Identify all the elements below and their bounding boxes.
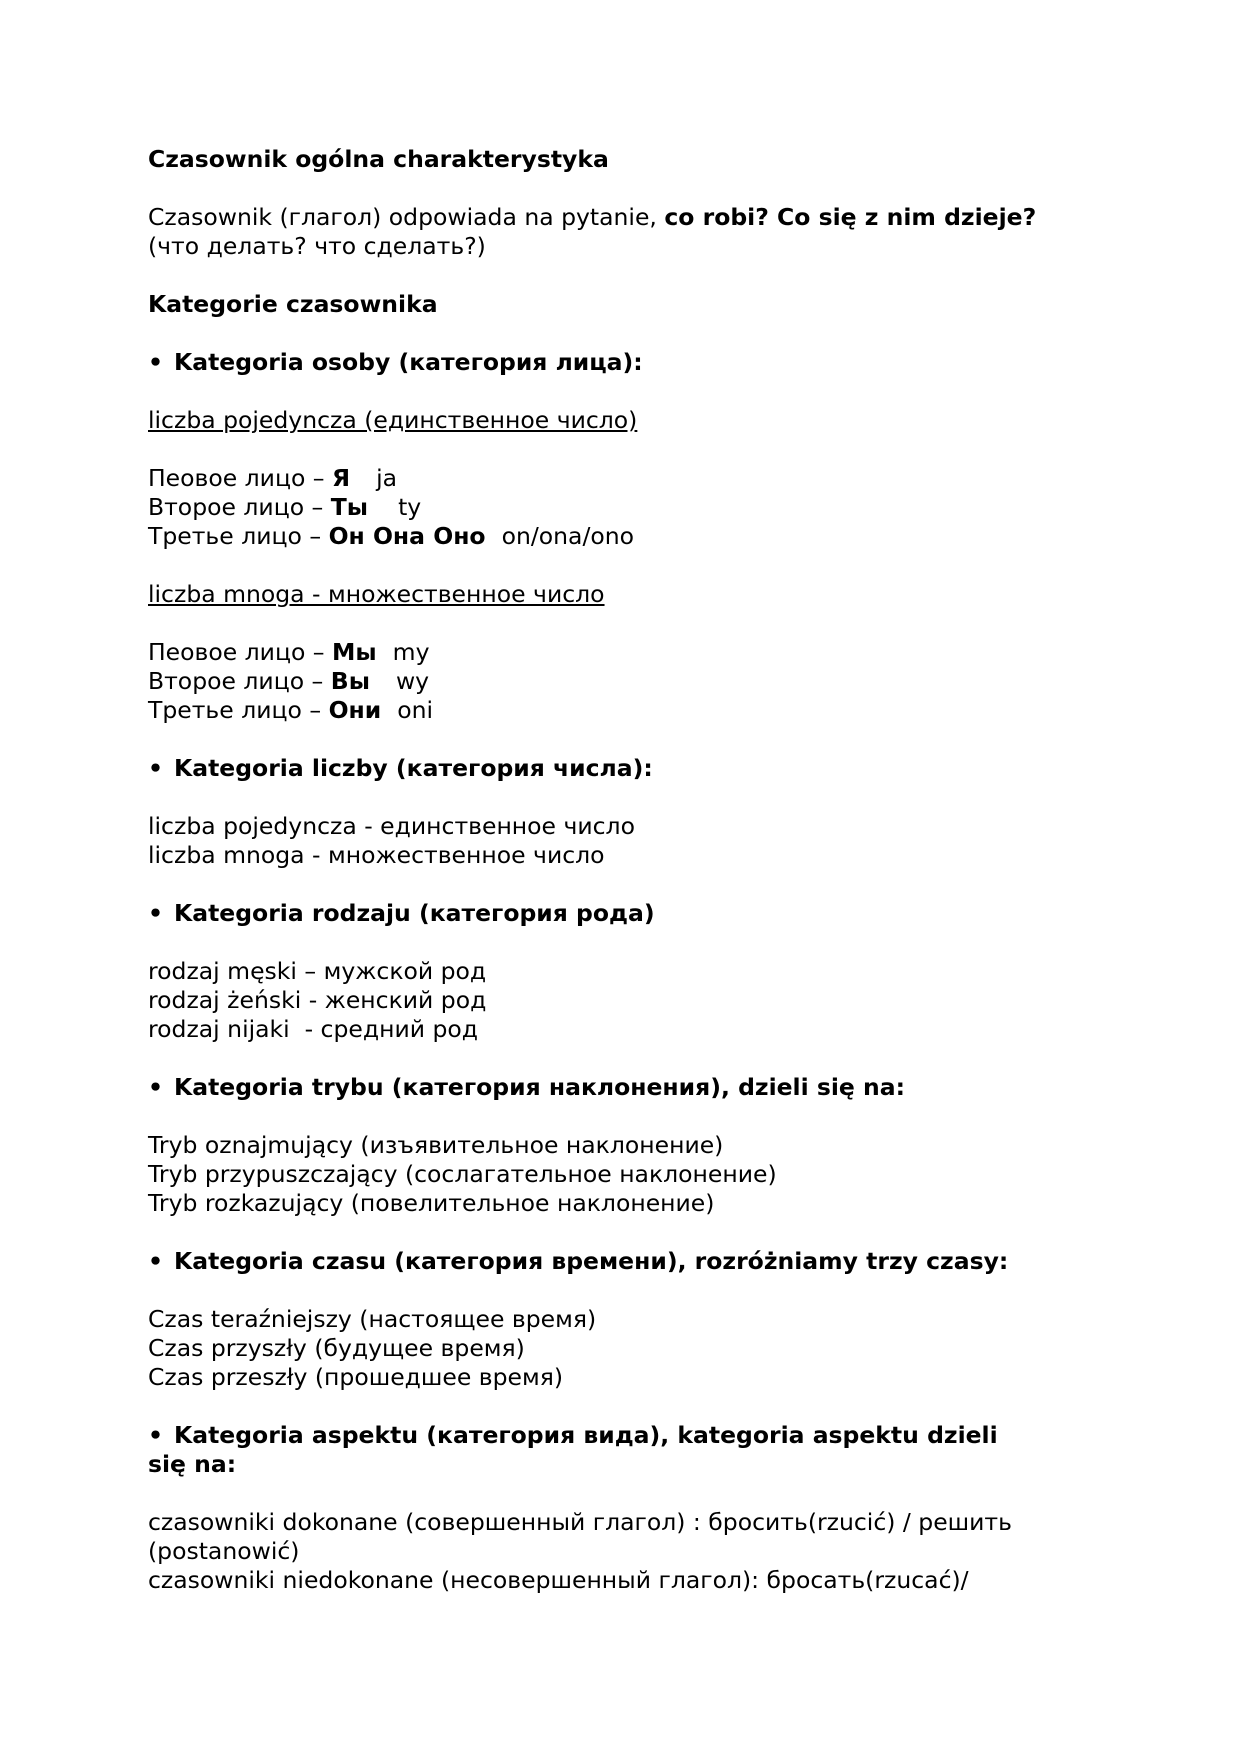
section-heading-text: Kategoria trybu (категория наклонения), dzieli się na: [174,1073,906,1101]
list-item: Czas przyszły (будущее время) [148,1334,525,1362]
aspektu-list [148,1508,1108,1595]
person-row [148,522,1108,551]
bullet-icon: • [148,348,164,376]
singular-label-block [148,406,1108,435]
bullet-icon: • [148,899,164,927]
person-polish: wy [395,667,430,695]
list-item: Tryb przypuszczający (сослагательное наклонение) [148,1160,777,1188]
person-pronoun: Он Она Оно [328,522,486,550]
person-label: Третье лицо – [148,522,329,550]
rodzaju-list [148,957,1108,1044]
person-row [148,696,1108,725]
singular-persons [148,464,1108,551]
list-item: rodzaj żeński - женский род [148,986,487,1014]
person-row [148,667,1108,696]
section-heading-text: Kategoria czasu (категория времени), rozróżniamy trzy czasy: [174,1247,1009,1275]
plural-persons [148,638,1108,725]
person-polish: ty [398,493,422,521]
person-pronoun: Они [328,696,382,724]
singular-label: liczba pojedyncza (единственное число) [148,406,638,434]
section-heading-text: Kategoria osoby (категория лица): [174,348,643,376]
list-item: (postanowić) [148,1537,300,1565]
bullet-icon: • [148,1421,164,1449]
section-heading-osoby [148,348,1108,377]
person-row [148,638,1108,667]
list-item: Tryb rozkazujący (повелительное наклонение) [148,1189,715,1217]
section-heading-text-continued: się na: [148,1450,237,1478]
person-polish: on/ona/ono [501,522,635,550]
list-item: czasowniki dokonane (совершенный глагол) : бросить(rzucić) / решить [148,1508,1012,1536]
person-label: Пеовое лицо – [148,638,333,666]
section-heading-rodzaju [148,899,1108,928]
section-heading-czasu [148,1247,1108,1276]
section-heading-text: Kategoria aspektu (категория вида), kategoria aspektu dzieli [174,1421,998,1449]
person-polish: ja [376,464,398,492]
liczby-list [148,812,1108,870]
person-pronoun: Ты [330,493,369,521]
section-heading-text: Kategoria rodzaju (категория рода) [174,899,655,927]
list-item: liczba pojedyncza - единственное число [148,812,635,840]
categories-heading: Kategorie czasownika [148,290,438,318]
list-item: liczba mnoga - множественное число [148,841,605,869]
list-item: Tryb oznajmujący (изъявительное наклонение) [148,1131,724,1159]
plural-label-block [148,580,1108,609]
person-pronoun: Вы [330,667,370,695]
intro-translation: (что делать? что сделать?) [148,232,486,260]
intro-paragraph [148,203,1108,261]
list-item: Czas teraźniejszy (настоящее время) [148,1305,597,1333]
bullet-icon: • [148,754,164,782]
person-row [148,493,1108,522]
intro-question: co robi? Co się z nim dzieje? [664,203,1037,231]
section-heading-aspektu [148,1421,1108,1479]
trybu-list [148,1131,1108,1218]
person-pronoun: Я [332,464,351,492]
document-title: Czasownik ogólna charakterystyka [148,145,609,173]
list-item: czasowniki niedokonane (несовершенный глагол): бросать(rzucać)/ [148,1566,969,1594]
bullet-icon: • [148,1247,164,1275]
bullet-icon: • [148,1073,164,1101]
person-polish: my [392,638,430,666]
czasu-list [148,1305,1108,1392]
person-label: Второе лицо – [148,667,331,695]
person-pronoun: Мы [332,638,377,666]
intro-text: Czasownik (глагол) odpowiada na pytanie, [148,203,665,231]
person-label: Пеовое лицо – [148,464,333,492]
person-label: Третье лицо – [148,696,329,724]
list-item: Czas przeszły (прошедшее время) [148,1363,564,1391]
section-heading-trybu [148,1073,1108,1102]
document-page [148,145,1108,1624]
list-item: rodzaj męski – мужской род [148,957,487,985]
person-polish: oni [397,696,434,724]
plural-label: liczba mnoga - множественное число [148,580,605,608]
section-heading-text: Kategoria liczby (категория числа): [174,754,653,782]
list-item: rodzaj nijaki - средний род [148,1015,479,1043]
person-label: Второе лицо – [148,493,331,521]
person-row [148,464,1108,493]
section-heading-liczby [148,754,1108,783]
